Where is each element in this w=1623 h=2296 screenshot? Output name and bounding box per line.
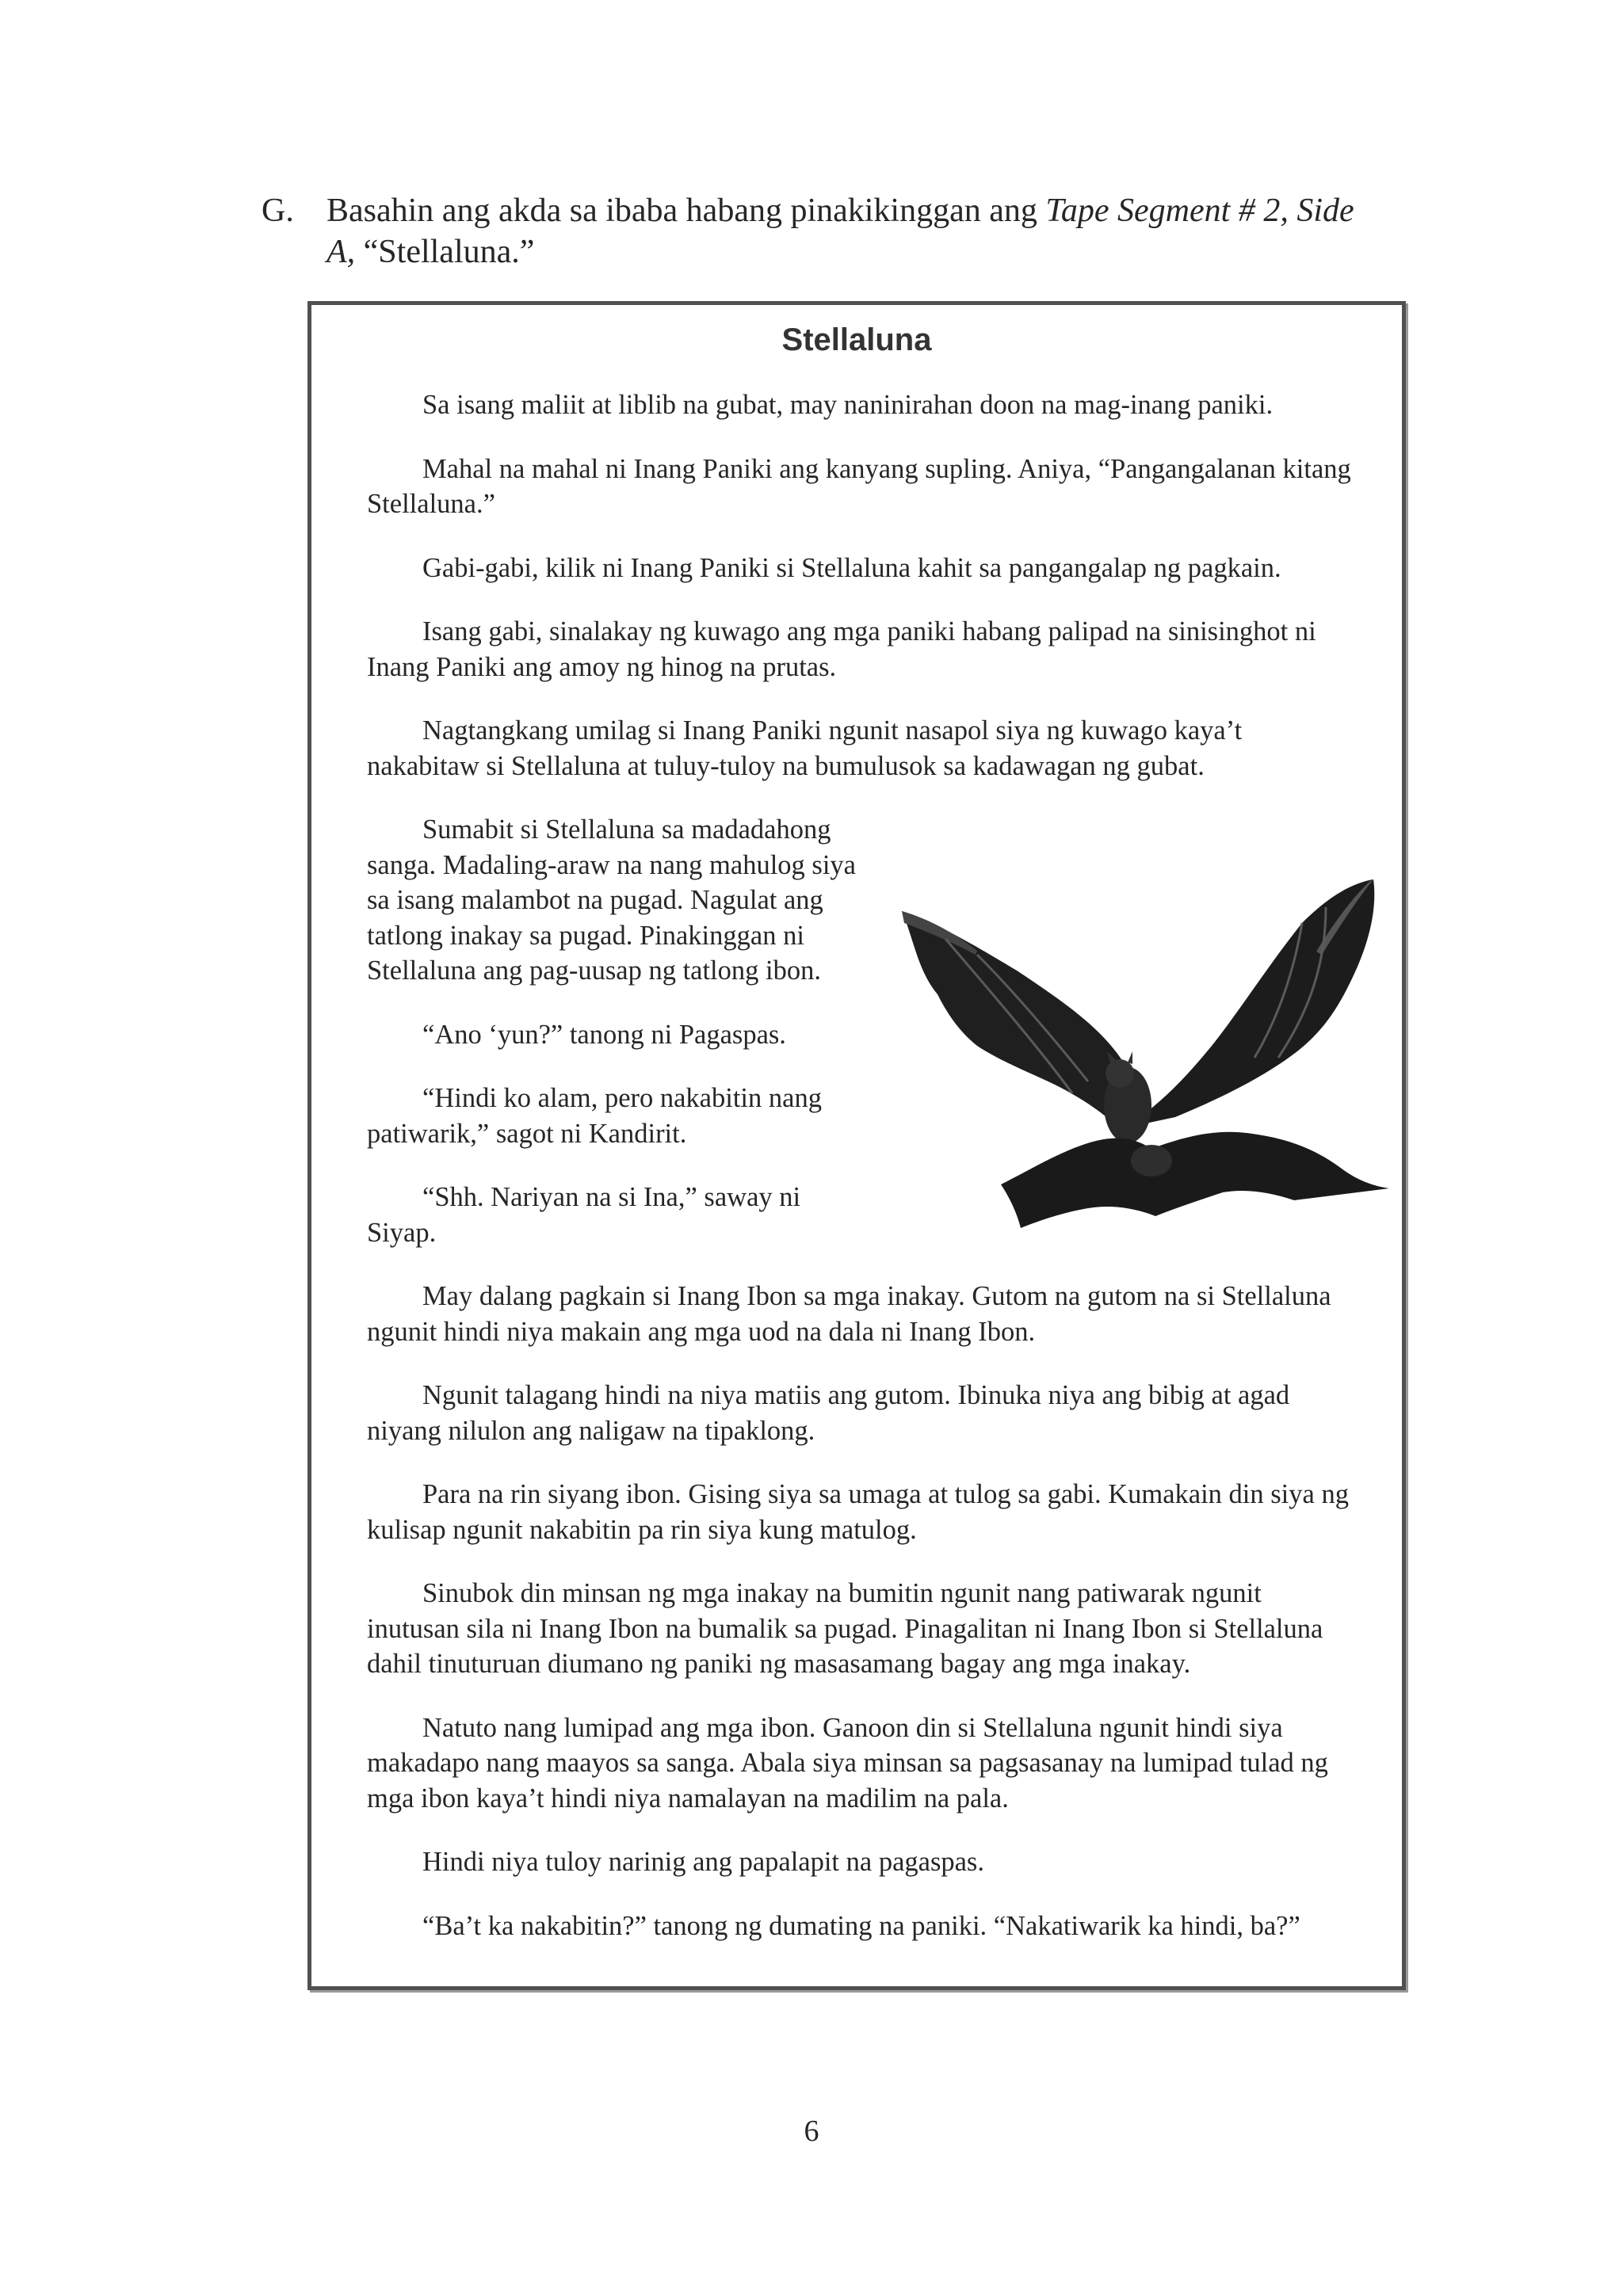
bat-icon [882, 875, 1389, 1232]
story-paragraph: Ngunit talagang hindi na niya matiis ang gutom. Ibinuka niya ang bibig at agad niyang nilulon ang naligaw na tipaklong. [367, 1380, 1290, 1446]
instruction [262, 190, 1371, 273]
story-paragraph: Sumabit si Stellaluna sa madadahong sanga. Madaling-araw na nang mahulog siya sa isang malambot na pugad. Nagulat ang tatlong inakay sa pugad. Pinakinggan ni Stellaluna ang pag-uusap ng tatlong ibon. [367, 814, 856, 986]
instruction-tape-reference: Tape Segment # 2, Side A, [327, 193, 1354, 270]
story-paragraph: Isang gabi, sinalakay ng kuwago ang mga paniki habang palipad na sinisinghot ni Inang Paniki ang amoy ng hinog na prutas. [367, 616, 1316, 682]
story-text [367, 387, 1358, 1972]
story-paragraph: Natuto nang lumipad ang mga ibon. Ganoon din si Stellaluna ngunit hindi siya makadapo nang maayos sa sanga. Abala siya minsan sa pagsasanay na lumipad tulad ng mga ibon kaya’t hindi niya namalayan na madilim na pala. [367, 1712, 1328, 1814]
story-paragraph: May dalang pagkain si Inang Ibon sa mga inakay. Gutom na gutom na si Stellaluna ngunit hindi niya makain ang mga uod na dala ni Inang Ibon. [367, 1281, 1331, 1347]
instruction-letter: G. [262, 193, 294, 229]
story-paragraph: Para na rin siyang ibon. Gising siya sa umaga at tulog sa gabi. Kumakain din siya ng kulisap ngunit nakabitin pa rin siya kung matulog. [367, 1479, 1349, 1545]
story-paragraph: Sinubok din minsan ng mga inakay na bumitin ngunit nang patiwarak ngunit inutusan sila ni Inang Ibon na bumalik sa pugad. Pinagalitan ni Inang Ibon si Stellaluna dahil tinuturuan diumano ng paniki ng masasamang bagay ang mga inakay. [367, 1578, 1323, 1679]
story-paragraph: “Shh. Nariyan na si Ina,” saway ni Siyap. [367, 1182, 801, 1248]
story-paragraph: Nagtangkang umilag si Inang Paniki ngunit nasapol siya ng kuwago kaya’t nakabitaw si Stellaluna at tuluy-tuloy na bumulusok sa kadawagan ng gubat. [367, 715, 1243, 781]
story-paragraph: “Ano ‘yun?” tanong ni Pagaspas. [422, 1019, 786, 1050]
instruction-text-after: “Stellaluna.” [355, 234, 535, 270]
story-paragraph: “Hindi ko alam, pero nakabitin nang patiwarik,” sagot ni Kandirit. [367, 1083, 822, 1149]
instruction-text-before: Basahin ang akda sa ibaba habang pinakikinggan ang [327, 193, 1046, 229]
story-paragraph: Gabi-gabi, kilik ni Inang Paniki si Stellaluna kahit sa pangangalap ng pagkain. [422, 552, 1281, 583]
story-paragraph: Mahal na mahal ni Inang Paniki ang kanyang supling. Aniya, “Pangangalanan kitang Stellaluna.” [367, 453, 1351, 519]
story-paragraph: “Ba’t ka nakabitin?” tanong ng dumating na paniki. “Nakatiwarik ka hindi, ba?” [422, 1910, 1300, 1941]
story-title: Stellaluna [781, 322, 932, 357]
story-paragraph: Hindi niya tuloy narinig ang papalapit na pagaspas. [422, 1847, 984, 1877]
page-number: 6 [804, 2115, 819, 2148]
story-box [307, 301, 1406, 1990]
instruction-text [327, 190, 1371, 273]
story-paragraph: Sa isang maliit at liblib na gubat, may naninirahan doon na mag-inang paniki. [422, 390, 1274, 420]
